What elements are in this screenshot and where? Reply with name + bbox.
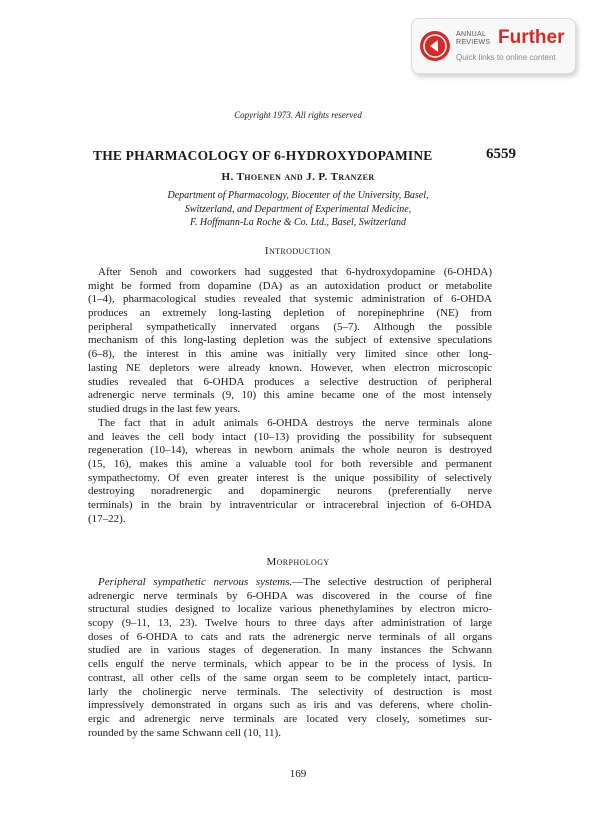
- authors: H. Thoenen and J. P. Tranzer: [221, 171, 375, 183]
- back-arrow-icon: [420, 31, 450, 61]
- article-number: 6559: [486, 146, 516, 162]
- annual-reviews-wordmark: ANNUAL REVIEWS: [456, 31, 491, 46]
- subsection-heading: Peripheral sympathetic nervous systems.: [98, 576, 293, 588]
- affiliation: Department of Pharmacology, Biocenter of the University, Basel, Switzerland, and Department of Experimental Medicine, F. Hoffmann-La Roche & Co. Ltd., Basel, Switzerland: [167, 190, 429, 229]
- annual-reviews-further-badge[interactable]: [411, 18, 576, 74]
- copyright-notice: Copyright 1973. All rights reserved: [234, 110, 362, 120]
- section-heading-morphology: Morphology: [266, 556, 330, 568]
- introduction-paragraph-2: The fact that in adult animals 6-OHDA destroys the nerve terminals alone and leaves the cell body intact (10–13) providing the possibility for subsequent regeneration (10–14), whereas in newborn animals the whole neuron is destroyed (15, 16), makes this amine a valuable tool for both reversible and permanent sympathectomy. Of even greater interest is the unique possibility of selectively destroying noradrenergic and dopaminergic neurons (preferentially nerve terminals) in the brain by intraventricular or intracerebral injection of 6-OHDA (17–22).: [88, 417, 492, 525]
- article-title: THE PHARMACOLOGY OF 6-HYDROXYDOPAMINE: [93, 148, 433, 163]
- introduction-paragraph-1: After Senoh and coworkers had suggested that 6-hydroxydopamine (6-OHDA) might be formed from dopamine (DA) as an autoxidation product or metabolite (1–4), pharmacological studies revealed that systemic administration of 6-OHDA produces an extremely long-lasting depletion of norepinephrine (NE) from peripheral sympathetically innervated organs (5–7). Although the possible mechanism of this long-lasting depletion was the subject of extensive speculations (6–8), the interest in this amine was initially very limited since other long- lasting NE depletors were already known. However, when electron microscopic studies revealed that 6-OHDA produces a selective destruction of peripheral adrenergic nerve terminals (9, 10) this amine became one of the most intensely studied drugs in the last few years.: [88, 266, 492, 415]
- morphology-paragraph-1: Peripheral sympathetic nervous systems.—The selective destruction of peripheral adrenergic nerve terminals by 6-OHDA was discovered in the course of fine structural studies designed to localize various phenethylamines by electron micro- scopy (9–11, 13, 23). Twelve hours to three days after administration of large doses of 6-OHDA to cats and rats the adrenergic nerve terminals of all organs studied are in various stages of degeneration. In many instances the Schwann cells engulf the nerve terminals, which appear to be in the process of lysis. In contrast, all other cells of the same organ seem to be completely intact, particu- larly the cholinergic nerve terminals. The selectivity of destruction is most impressively demonstrated in organs such as iris and vas deferens, where cholin- ergic and adrenergic nerve terminals are located very closely, sometimes sur- rounded by the same Schwann cell (10, 11).: [88, 576, 492, 739]
- page-number: 169: [289, 768, 307, 780]
- section-heading-introduction: Introduction: [264, 245, 332, 257]
- further-label: Further: [498, 27, 565, 48]
- quick-links-label[interactable]: Quick links to online content: [456, 53, 556, 62]
